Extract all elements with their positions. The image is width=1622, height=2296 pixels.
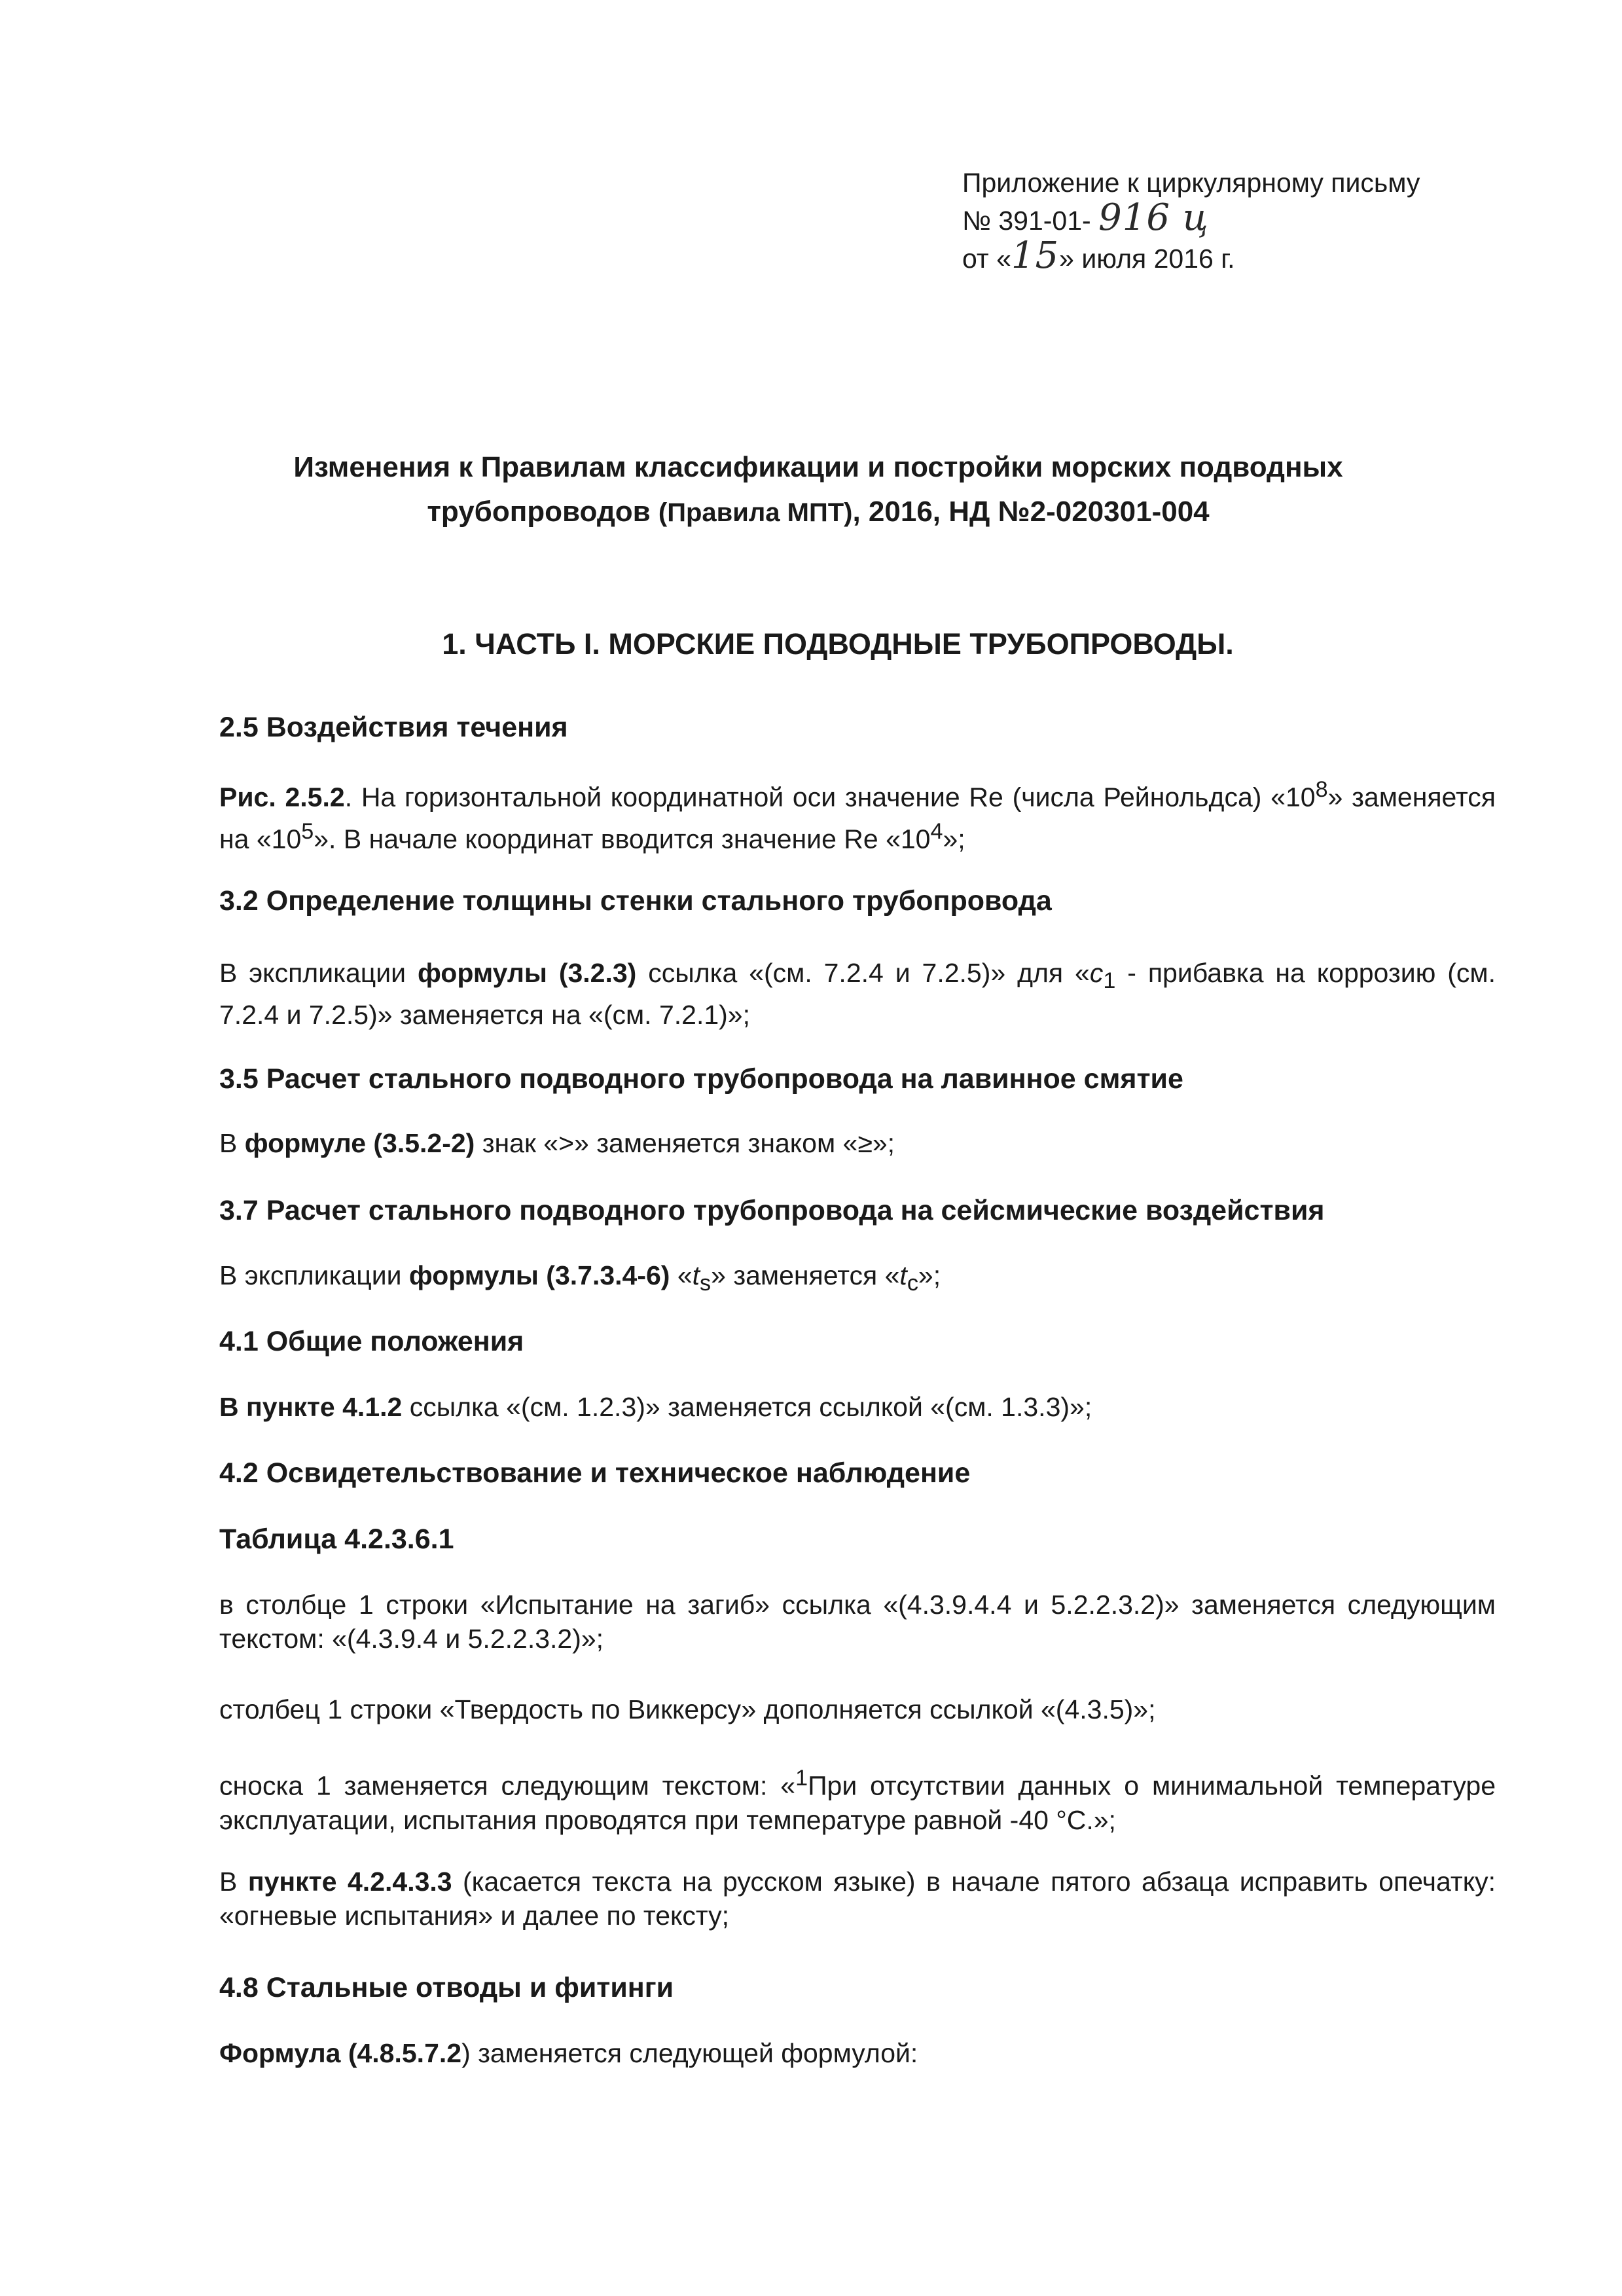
section-heading-2-5: 2.5 Воздействия течения xyxy=(219,712,568,743)
letter-number-line: № 391-01- 916 ц xyxy=(962,196,1209,239)
section-heading-3-5: 3.5 Расчет стального подводного трубопровода на лавинное смятие xyxy=(219,1063,1183,1095)
letter-reference xyxy=(962,165,1551,276)
paragraph-2-5: Рис. 2.5.2. На горизонтальной координатной оси значение Re (числа Рейнольдса) «$10^8$» заменяется на «$10^5$». В начале координат вводится значение Re «$10^4$»; xyxy=(219,777,1496,854)
section-heading-4-8: 4.8 Стальные отводы и фитинги xyxy=(219,1972,674,2003)
handwritten-day: 15 xyxy=(1011,234,1060,277)
paragraph-4-2-1: в столбце 1 строки «Испытание на загиб» ссылка «(4.3.9.4.4 и 5.2.2.3.2)» заменяется следующим текстом: «(4.3.9.4 и 5.2.2.3.2)»; xyxy=(219,1590,1496,1654)
paragraph-4-2-3: сноска 1 заменяется следующим текстом: «$^1$При отсутствии данных о минимальной температуре эксплуатации, испытания проводятся при температуре равной -40 °С.»; xyxy=(219,1766,1496,1835)
paragraph-4-2-4: В пункте 4.2.4.3.3 (касается текста на русском языке) в начале пятого абзаца исправить опечатку: «огневые испытания» и далее по тексту; xyxy=(219,1867,1496,1931)
paragraph-3-2: В экспликации формулы (3.2.3) ссылка «(см. 7.2.4 и 7.2.5)» для «$c_1$ - прибавка на коррозию (см. 7.2.4 и 7.2.5)» заменяется на «(см. 7.2.1)»; xyxy=(219,958,1496,1030)
document-title: Изменения к Правилам классификации и постройки морских подводных трубопроводов (Правила МПТ), 2016, НД №2-020301-004 xyxy=(293,451,1343,528)
paragraph-3-7: В экспликации формулы (3.7.3.4-6) «$t_s$» заменяется «$t_c$»; xyxy=(219,1260,941,1296)
section-heading-4-2: 4.2 Освидетельствование и техническое наблюдение xyxy=(219,1457,971,1489)
table-heading: Таблица 4.2.3.6.1 xyxy=(219,1523,454,1555)
paragraph-4-1: В пункте 4.1.2 ссылка «(см. 1.2.3)» заменяется ссылкой «(см. 1.3.3)»; xyxy=(219,1392,1092,1422)
paragraph-3-5: В формуле (3.5.2-2) знак «>» заменяется знаком «≥»; xyxy=(219,1128,895,1158)
section-heading-3-7: 3.7 Расчет стального подводного трубопровода на сейсмические воздействия xyxy=(219,1195,1325,1226)
appendix-line: Приложение к циркулярному письму xyxy=(962,168,1420,198)
section-heading-3-2: 3.2 Определение толщины стенки стального трубопровода xyxy=(219,885,1052,917)
handwritten-number: 916 ц xyxy=(1098,196,1209,239)
paragraph-4-8: Формула (4.8.5.7.2) заменяется следующей формулой: xyxy=(219,2038,918,2068)
section-heading-4-1: 4.1 Общие положения xyxy=(219,1326,524,1357)
part-heading: 1. ЧАСТЬ I. МОРСКИЕ ПОДВОДНЫЕ ТРУБОПРОВОДЫ. xyxy=(442,627,1234,661)
paragraph-4-2-2: столбец 1 строки «Твердость по Виккерсу» дополняется ссылкой «(4.3.5)»; xyxy=(219,1694,1156,1724)
letter-date-line: от «15» июля 2016 г. xyxy=(962,234,1235,277)
